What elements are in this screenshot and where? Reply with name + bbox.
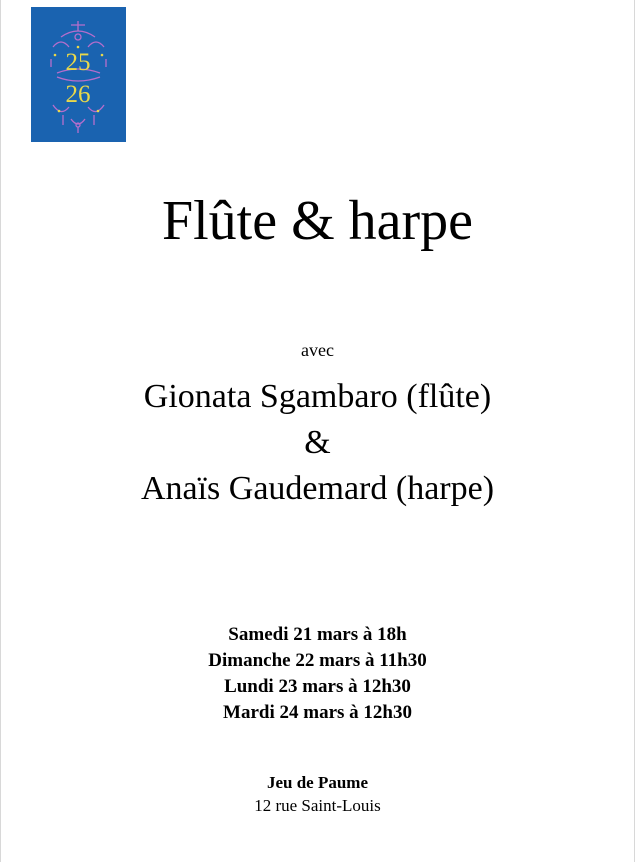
with-label: avec [301, 340, 334, 360]
season-logo-graphic [31, 7, 126, 142]
artist-separator: & [304, 424, 331, 461]
date-item: Mardi 24 mars à 12h30 [223, 702, 412, 723]
season-logo [31, 7, 126, 142]
artist-flute: Gionata Sgambaro (flûte) [143, 378, 492, 415]
venue-name: Jeu de Paume [266, 773, 369, 792]
artist-harp: Anaïs Gaudemard (harpe) [140, 470, 495, 507]
date-item: Dimanche 22 mars à 11h30 [208, 650, 427, 671]
venue-address: 12 rue Saint-Louis [254, 796, 381, 815]
date-item: Lundi 23 mars à 12h30 [224, 676, 411, 697]
logo-ornament [51, 21, 106, 133]
date-item: Samedi 21 mars à 18h [228, 624, 407, 645]
performance-dates [1, 622, 634, 726]
concert-title: Flûte & harpe [161, 190, 474, 252]
logo-year-start: 25 [65, 49, 91, 76]
logo-year-end: 26 [65, 81, 91, 108]
